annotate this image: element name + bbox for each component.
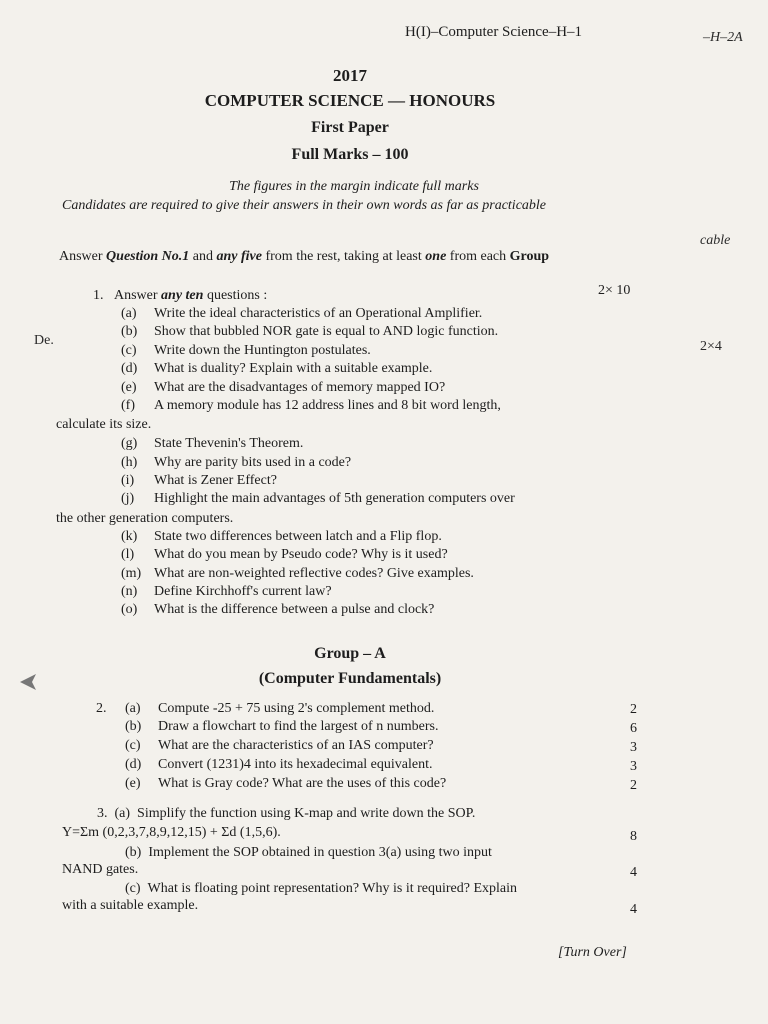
turn-over-note: [Turn Over]	[558, 945, 627, 960]
bleed-through-text: 2×4	[700, 339, 722, 354]
list-item: (b) Implement the SOP obtained in question 3(a) using two input	[125, 845, 492, 860]
item-marks: 3	[630, 740, 637, 755]
item-marks: 4	[630, 865, 637, 880]
list-item: 3. (a) Simplify the function using K-map and write down the SOP.	[97, 806, 476, 821]
margin-note: The figures in the margin indicate full marks	[229, 179, 479, 194]
list-item: (a) Compute -25 + 75 using 2's complement method.	[125, 701, 435, 716]
item-marks: 2	[630, 702, 637, 717]
instruction-emphasis: Question No.1	[106, 249, 190, 264]
list-item: (a) Write the ideal characteristics of an Operational Amplifier.	[121, 306, 483, 321]
exam-paper: First Paper	[311, 119, 389, 136]
list-item: (k) State two differences between latch and a Flip flop.	[121, 529, 442, 544]
item-marks: 3	[630, 759, 637, 774]
exam-subject: COMPUTER SCIENCE — HONOURS	[204, 91, 496, 110]
question-marks: 2× 10	[598, 283, 631, 298]
list-item-continuation: the other generation computers.	[56, 511, 234, 526]
bleed-through-text: cable	[700, 233, 731, 248]
group-subtitle: (Computer Fundamentals)	[258, 670, 442, 687]
item-marks: 6	[630, 721, 637, 736]
list-item: (d) What is duality? Explain with a suitable example.	[121, 361, 433, 376]
full-marks: Full Marks – 100	[291, 146, 409, 163]
list-item: (c) Write down the Huntington postulates.	[121, 343, 371, 358]
list-item: (o) What is the difference between a pulse and clock?	[121, 602, 435, 617]
question-lead-emphasis: any ten	[161, 288, 204, 303]
list-item: (d) Convert (1231)4 into its hexadecimal equivalent.	[125, 757, 433, 772]
list-item: (b) Show that bubbled NOR gate is equal to AND logic function.	[121, 324, 499, 339]
paper-code: H(I)–Computer Science–H–1	[405, 24, 583, 40]
item-marks: 2	[630, 778, 637, 793]
list-item: (e) What is Gray code? What are the uses of this code?	[125, 776, 447, 791]
list-item: (m) What are non-weighted reflective codes? Give examples.	[121, 566, 474, 581]
instruction-emphasis: Group	[509, 249, 550, 264]
instruction-text: from the rest, taking at least	[261, 249, 426, 264]
instruction-emphasis: one	[425, 249, 447, 264]
list-item: (h) Why are parity bits used in a code?	[121, 455, 352, 470]
list-item: (f) A memory module has 12 address lines and 8 bit word length,	[121, 398, 501, 413]
list-item: (b) Draw a flowchart to find the largest of n numbers.	[125, 719, 439, 734]
list-item: (l) What do you mean by Pseudo code? Why is it used?	[121, 547, 448, 562]
list-item: (c) What are the characteristics of an IAS computer?	[125, 738, 434, 753]
bleed-through-text: De.	[34, 333, 54, 348]
list-item: (i) What is Zener Effect?	[121, 473, 277, 488]
list-item: (c) What is floating point representation? Why is it required? Explain	[125, 881, 518, 896]
group-title: Group – A	[314, 645, 386, 662]
question-number: 1.	[93, 288, 104, 303]
list-item: (n) Define Kirchhoff's current law?	[121, 584, 332, 599]
answer-note: Candidates are required to give their answers in their own words as far as practicable	[62, 198, 547, 213]
instruction-emphasis: any five	[216, 249, 262, 264]
list-item: (j) Highlight the main advantages of 5th generation computers over	[121, 491, 515, 506]
question-lead: Answer	[114, 288, 162, 303]
instruction-text: and	[189, 249, 217, 264]
list-item-continuation: calculate its size.	[56, 417, 152, 432]
list-item-continuation: with a suitable example.	[62, 898, 199, 913]
list-item: (g) State Thevenin's Theorem.	[121, 436, 304, 451]
question-lead: questions :	[203, 288, 268, 303]
instruction-text: from each	[446, 249, 510, 264]
list-item-continuation: Y=Σm (0,2,3,7,8,9,12,15) + Σd (1,5,6).	[62, 825, 281, 840]
list-item: (e) What are the disadvantages of memory mapped IO?	[121, 380, 446, 395]
instruction-text: Answer	[59, 249, 107, 264]
instruction-line	[59, 249, 549, 265]
question-number: 2.	[96, 701, 107, 716]
item-marks: 4	[630, 902, 637, 917]
exam-year: 2017	[333, 66, 367, 85]
bleed-through-text: –H–2A	[703, 30, 743, 45]
list-item-continuation: NAND gates.	[62, 862, 139, 877]
question-1-heading	[93, 288, 267, 304]
item-marks: 8	[630, 829, 637, 844]
